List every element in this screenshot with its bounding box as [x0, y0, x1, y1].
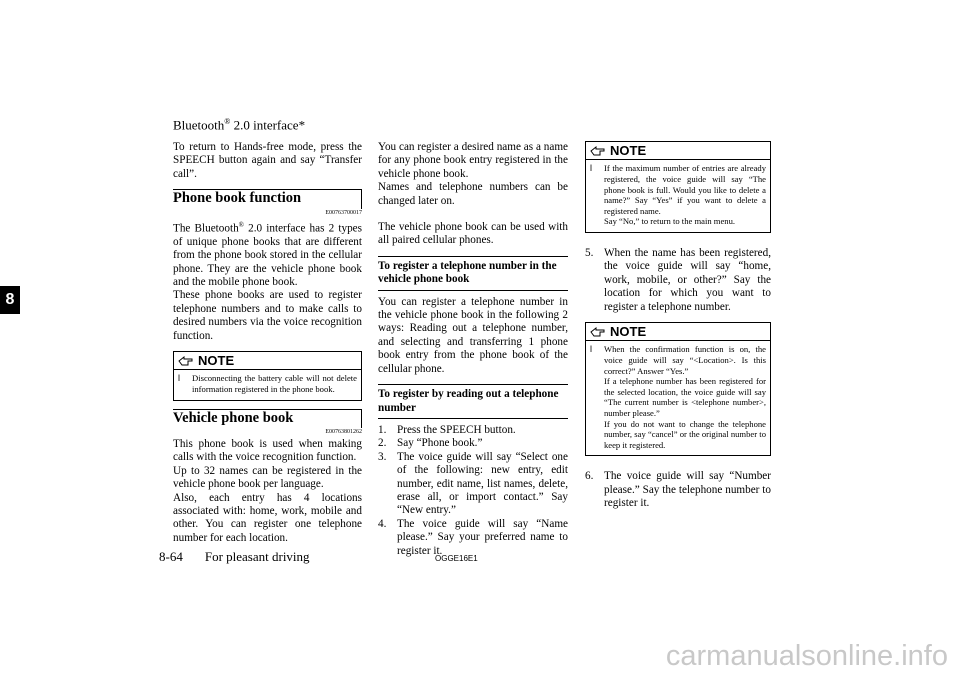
hand-pointer-icon: [590, 326, 606, 338]
note-header: NOTE: [174, 352, 361, 370]
section-code: E00763801262: [325, 429, 362, 436]
hand-pointer-icon: [590, 145, 606, 157]
bullet-icon: l: [590, 344, 592, 355]
paragraph: The Bluetooth® 2.0 interface has 2 types of unique phone books that are different from the phone book stored in the cellular phone. They are the vehicle phone book and the mobile phone book.: [173, 220, 362, 288]
note-text: Disconnecting the battery cable will not delete information registered in the phone book.: [192, 373, 357, 395]
column-left: [173, 141, 362, 545]
column-middle: [378, 141, 568, 558]
paragraph: You can register a telephone number in the vehicle phone book in the following 2 ways: Reading out a telephone number, and selecting and transferring 1 phone book entry from the phone book of the cellular phone.: [378, 295, 568, 375]
paragraph: You can register a desired name as a name for any phone book entry registered in the vehicle phone book.: [378, 141, 568, 180]
steps-list: [585, 247, 771, 314]
section-heading-vehicle-phone-book: Vehicle phone book: [173, 409, 362, 428]
paragraph: Names and telephone numbers can be changed later on.: [378, 181, 568, 207]
subheading-register-by-reading: To register by reading out a telephone number: [378, 384, 568, 419]
column-right: [585, 141, 771, 511]
list-item: 6. The voice guide will say “Number please.” Say the telephone number to register it.: [585, 470, 771, 510]
list-item: 3. The voice guide will say “Select one of the following: new entry, edit number, edit name, list names, delete, erase all, or import contact.” Say “New entry.”: [378, 450, 568, 517]
note-text: When the confirmation function is on, the voice guide will say “<Location>. Is this correct?” Answer “Yes.” If a telephone number has been registered for the selected location, the voice guide will say “The current number is <telephone number>, number please.” If you do not want to change the telephone number, say “cancel” or the original number to keep it registered.: [604, 344, 766, 450]
note-box: [585, 141, 771, 233]
note-header: NOTE: [586, 323, 770, 341]
footer-section: For pleasant driving: [204, 549, 310, 564]
list-item: 4. The voice guide will say “Name please.” Say your preferred name to register it.: [378, 517, 568, 557]
section-code: E00763700017: [325, 209, 362, 216]
note-box: [173, 351, 362, 401]
list-item: 1. Press the SPEECH button.: [378, 423, 516, 436]
bullet-icon: l: [178, 373, 180, 384]
note-text: If the maximum number of entries are already registered, the voice guide will say “The phone book is full. Would you like to delete a name?” Say “Yes” if you want to delete a registered name. Say “No,” to return to the main menu.: [604, 163, 766, 227]
section-heading-phone-book-function: Phone book function: [173, 189, 362, 208]
subheading-register-number: To register a telephone number in the vehicle phone book: [378, 256, 568, 291]
chapter-tab: 8: [0, 286, 20, 314]
list-item: 2. Say “Phone book.”: [378, 437, 483, 450]
intro-paragraph: To return to Hands-free mode, press the SPEECH button again and say “Transfer call”.: [173, 141, 362, 180]
steps-list: [585, 470, 771, 510]
document-code: OGGE16E1: [435, 554, 478, 563]
paragraph: This phone book is used when making calls with the voice recognition function.: [173, 438, 362, 464]
paragraph: Also, each entry has 4 locations associated with: home, work, mobile and other. You can register one telephone number for each location.: [173, 491, 362, 544]
note-header: NOTE: [586, 142, 770, 160]
hand-pointer-icon: [178, 355, 194, 367]
running-header: Bluetooth® 2.0 interface*: [173, 117, 306, 133]
steps-list: [378, 424, 568, 558]
page-footer: [159, 549, 310, 565]
list-item: 5. When the name has been registered, the voice guide will say “home, work, mobile, or other?” Say the location for which you want to register a telephone number.: [585, 246, 771, 313]
bullet-icon: l: [590, 163, 592, 174]
paragraph: These phone books are used to register telephone numbers and to make calls to desired numbers via the voice recognition function.: [173, 289, 362, 342]
note-box: [585, 322, 771, 456]
paragraph: The vehicle phone book can be used with all paired cellular phones.: [378, 221, 568, 247]
paragraph: Up to 32 names can be registered in the vehicle phone book per language.: [173, 464, 362, 491]
page-number: 8-64: [159, 549, 183, 564]
watermark: carmanualsonline.info: [665, 640, 948, 672]
